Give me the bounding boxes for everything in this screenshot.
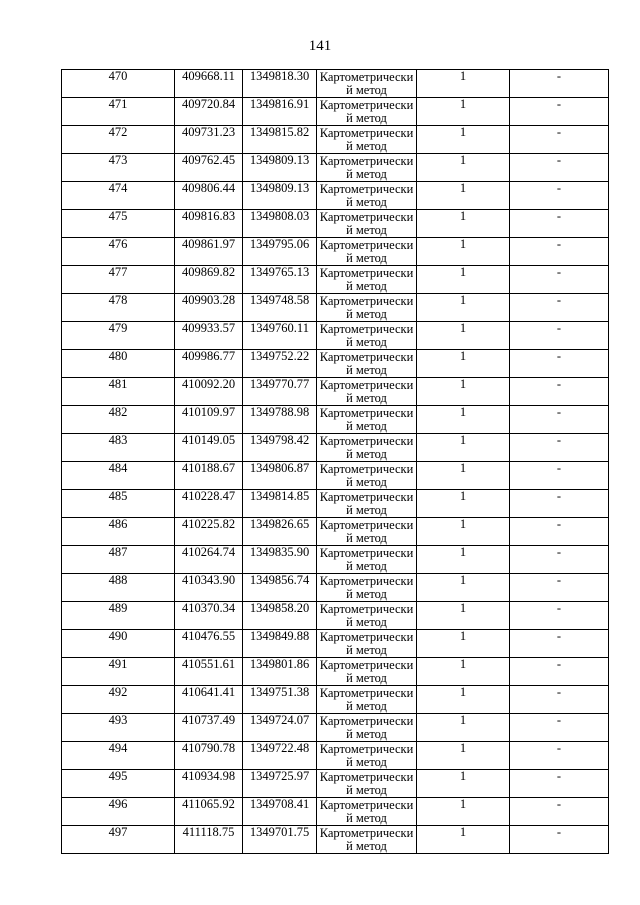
method-text-line1: Картометрически [319,602,414,616]
coordinate-x: 410264.74 [175,546,243,574]
precision-value: 1 [417,406,510,434]
coordinate-y: 1349770.77 [243,378,317,406]
table-row [62,350,609,378]
precision-value: 1 [417,210,510,238]
method-text-line1: Картометрически [319,826,414,840]
method-text-line1: Картометрически [319,126,414,140]
coordinate-x: 410228.47 [175,490,243,518]
method-text-line2: й метод [346,419,387,433]
table-row [62,630,609,658]
precision-value: 1 [417,546,510,574]
coordinate-y: 1349795.06 [243,238,317,266]
precision-value: 1 [417,770,510,798]
precision-value: 1 [417,826,510,854]
method-cell [317,602,417,630]
coordinate-x: 410551.61 [175,658,243,686]
precision-value: 1 [417,238,510,266]
table-row [62,70,609,98]
table-row [62,182,609,210]
method-cell [317,518,417,546]
table-row [62,210,609,238]
table-row [62,266,609,294]
table-row [62,574,609,602]
method-text-line2: й метод [346,503,387,517]
coordinate-x: 410149.05 [175,434,243,462]
coordinate-y: 1349701.75 [243,826,317,854]
coordinate-x: 409806.44 [175,182,243,210]
precision-value: 1 [417,686,510,714]
description-dash: - [510,350,609,378]
description-dash: - [510,826,609,854]
description-dash: - [510,378,609,406]
method-cell [317,126,417,154]
description-dash: - [510,658,609,686]
point-number: 496 [62,798,175,826]
description-dash: - [510,574,609,602]
precision-value: 1 [417,714,510,742]
table-row [62,826,609,854]
method-text-line1: Картометрически [319,714,414,728]
coordinate-x: 409986.77 [175,350,243,378]
method-cell [317,182,417,210]
coordinate-y: 1349722.48 [243,742,317,770]
method-cell [317,238,417,266]
description-dash: - [510,714,609,742]
method-text-line1: Картометрически [319,518,414,532]
point-number: 497 [62,826,175,854]
description-dash: - [510,322,609,350]
coordinate-x: 409762.45 [175,154,243,182]
coordinate-y: 1349849.88 [243,630,317,658]
method-text-line2: й метод [346,727,387,741]
description-dash: - [510,154,609,182]
method-text-line1: Картометрически [319,378,414,392]
precision-value: 1 [417,126,510,154]
table-row [62,770,609,798]
method-text-line2: й метод [346,363,387,377]
method-text-line2: й метод [346,643,387,657]
method-text-line1: Картометрически [319,546,414,560]
coordinate-x: 409816.83 [175,210,243,238]
table-row [62,658,609,686]
method-cell [317,770,417,798]
table-row [62,98,609,126]
method-text-line1: Картометрически [319,238,414,252]
precision-value: 1 [417,630,510,658]
method-cell [317,350,417,378]
method-text-line1: Картометрически [319,658,414,672]
table-row [62,462,609,490]
precision-value: 1 [417,490,510,518]
table-row [62,406,609,434]
description-dash: - [510,294,609,322]
method-cell [317,630,417,658]
description-dash: - [510,126,609,154]
method-text-line2: й метод [346,615,387,629]
method-text-line2: й метод [346,811,387,825]
coordinate-y: 1349751.38 [243,686,317,714]
point-number: 477 [62,266,175,294]
coordinate-y: 1349815.82 [243,126,317,154]
coordinate-x: 410476.55 [175,630,243,658]
coordinate-x: 409903.28 [175,294,243,322]
method-cell [317,434,417,462]
table-row [62,126,609,154]
precision-value: 1 [417,658,510,686]
table-body [62,70,609,854]
description-dash: - [510,462,609,490]
method-cell [317,742,417,770]
method-text-line2: й метод [346,111,387,125]
table-row [62,686,609,714]
precision-value: 1 [417,602,510,630]
method-text-line1: Картометрически [319,742,414,756]
coordinate-y: 1349760.11 [243,322,317,350]
coordinate-x: 409668.11 [175,70,243,98]
method-cell [317,686,417,714]
method-text-line1: Картометрически [319,350,414,364]
point-number: 478 [62,294,175,322]
description-dash: - [510,770,609,798]
method-text-line1: Картометрически [319,630,414,644]
method-cell [317,294,417,322]
coordinate-y: 1349748.58 [243,294,317,322]
method-cell [317,798,417,826]
description-dash: - [510,686,609,714]
coordinate-y: 1349788.98 [243,406,317,434]
method-cell [317,154,417,182]
point-number: 492 [62,686,175,714]
point-number: 484 [62,462,175,490]
table-row [62,602,609,630]
description-dash: - [510,742,609,770]
method-text-line2: й метод [346,223,387,237]
point-number: 489 [62,602,175,630]
method-text-line1: Картометрически [319,70,414,84]
coordinate-y: 1349806.87 [243,462,317,490]
table-row [62,294,609,322]
method-cell [317,826,417,854]
description-dash: - [510,602,609,630]
table-row [62,322,609,350]
method-cell [317,210,417,238]
point-number: 480 [62,350,175,378]
coordinate-y: 1349835.90 [243,546,317,574]
point-number: 494 [62,742,175,770]
precision-value: 1 [417,350,510,378]
method-text-line1: Картометрически [319,294,414,308]
method-text-line1: Картометрически [319,686,414,700]
method-text-line2: й метод [346,559,387,573]
method-cell [317,266,417,294]
description-dash: - [510,630,609,658]
coordinate-y: 1349724.07 [243,714,317,742]
coordinate-y: 1349809.13 [243,154,317,182]
precision-value: 1 [417,462,510,490]
method-text-line2: й метод [346,587,387,601]
description-dash: - [510,434,609,462]
point-number: 485 [62,490,175,518]
method-text-line1: Картометрически [319,798,414,812]
coordinate-y: 1349752.22 [243,350,317,378]
point-number: 482 [62,406,175,434]
method-text-line1: Картометрически [319,770,414,784]
coordinate-y: 1349708.41 [243,798,317,826]
point-number: 470 [62,70,175,98]
method-text-line2: й метод [346,475,387,489]
method-cell [317,714,417,742]
coordinate-y: 1349765.13 [243,266,317,294]
precision-value: 1 [417,518,510,546]
description-dash: - [510,546,609,574]
point-number: 483 [62,434,175,462]
precision-value: 1 [417,434,510,462]
point-number: 491 [62,658,175,686]
coordinate-y: 1349801.86 [243,658,317,686]
coordinate-y: 1349818.30 [243,70,317,98]
coordinate-x: 410737.49 [175,714,243,742]
point-number: 493 [62,714,175,742]
point-number: 481 [62,378,175,406]
point-number: 474 [62,182,175,210]
table-row [62,546,609,574]
point-number: 476 [62,238,175,266]
coordinates-table [61,69,609,854]
point-number: 495 [62,770,175,798]
method-cell [317,378,417,406]
method-text-line1: Картометрически [319,406,414,420]
method-cell [317,98,417,126]
coordinate-x: 410092.20 [175,378,243,406]
method-text-line2: й метод [346,391,387,405]
point-number: 479 [62,322,175,350]
table-row [62,798,609,826]
coordinate-y: 1349826.65 [243,518,317,546]
coordinate-y: 1349725.97 [243,770,317,798]
coordinate-x: 410343.90 [175,574,243,602]
coordinate-x: 409861.97 [175,238,243,266]
description-dash: - [510,210,609,238]
method-text-line2: й метод [346,307,387,321]
page-number: 141 [308,38,332,54]
method-text-line1: Картометрически [319,182,414,196]
method-text-line2: й метод [346,251,387,265]
precision-value: 1 [417,322,510,350]
point-number: 488 [62,574,175,602]
table-row [62,490,609,518]
precision-value: 1 [417,378,510,406]
table-row [62,238,609,266]
precision-value: 1 [417,574,510,602]
method-text-line1: Картометрически [319,322,414,336]
coordinate-y: 1349798.42 [243,434,317,462]
description-dash: - [510,70,609,98]
method-cell [317,322,417,350]
method-text-line2: й метод [346,671,387,685]
table-row [62,378,609,406]
coordinate-x: 410225.82 [175,518,243,546]
method-cell [317,546,417,574]
precision-value: 1 [417,182,510,210]
method-text-line2: й метод [346,699,387,713]
table-row [62,742,609,770]
method-text-line2: й метод [346,755,387,769]
method-text-line1: Картометрически [319,462,414,476]
precision-value: 1 [417,266,510,294]
description-dash: - [510,798,609,826]
point-number: 475 [62,210,175,238]
point-number: 473 [62,154,175,182]
precision-value: 1 [417,294,510,322]
method-text-line2: й метод [346,279,387,293]
coordinate-y: 1349809.13 [243,182,317,210]
point-number: 471 [62,98,175,126]
method-cell [317,70,417,98]
coordinate-x: 410188.67 [175,462,243,490]
coordinate-y: 1349814.85 [243,490,317,518]
precision-value: 1 [417,742,510,770]
coordinate-y: 1349808.03 [243,210,317,238]
point-number: 490 [62,630,175,658]
method-text-line1: Картометрически [319,490,414,504]
description-dash: - [510,98,609,126]
method-text-line1: Картометрически [319,154,414,168]
precision-value: 1 [417,70,510,98]
point-number: 487 [62,546,175,574]
coordinate-x: 409869.82 [175,266,243,294]
description-dash: - [510,266,609,294]
coordinate-x: 410641.41 [175,686,243,714]
description-dash: - [510,238,609,266]
precision-value: 1 [417,154,510,182]
coordinate-x: 410790.78 [175,742,243,770]
description-dash: - [510,518,609,546]
coordinate-x: 410370.34 [175,602,243,630]
description-dash: - [510,490,609,518]
method-text-line2: й метод [346,531,387,545]
point-number: 472 [62,126,175,154]
method-cell [317,574,417,602]
method-cell [317,658,417,686]
table-row [62,154,609,182]
table-row [62,434,609,462]
coordinate-y: 1349856.74 [243,574,317,602]
method-text-line2: й метод [346,335,387,349]
precision-value: 1 [417,98,510,126]
description-dash: - [510,406,609,434]
precision-value: 1 [417,798,510,826]
method-text-line2: й метод [346,839,387,853]
method-text-line1: Картометрически [319,434,414,448]
method-text-line2: й метод [346,167,387,181]
method-cell [317,462,417,490]
method-text-line1: Картометрически [319,574,414,588]
coordinate-x: 410934.98 [175,770,243,798]
method-text-line2: й метод [346,783,387,797]
coordinate-x: 409933.57 [175,322,243,350]
method-text-line1: Картометрически [319,266,414,280]
coordinate-x: 410109.97 [175,406,243,434]
coordinate-x: 411065.92 [175,798,243,826]
point-number: 486 [62,518,175,546]
coordinate-x: 409731.23 [175,126,243,154]
table-row [62,518,609,546]
method-text-line2: й метод [346,139,387,153]
coordinate-y: 1349858.20 [243,602,317,630]
method-cell [317,490,417,518]
method-text-line1: Картометрически [319,210,414,224]
method-text-line1: Картометрически [319,98,414,112]
coordinate-x: 409720.84 [175,98,243,126]
table-row [62,714,609,742]
method-text-line2: й метод [346,447,387,461]
method-text-line2: й метод [346,83,387,97]
method-text-line2: й метод [346,195,387,209]
description-dash: - [510,182,609,210]
coordinate-y: 1349816.91 [243,98,317,126]
method-cell [317,406,417,434]
coordinate-x: 411118.75 [175,826,243,854]
